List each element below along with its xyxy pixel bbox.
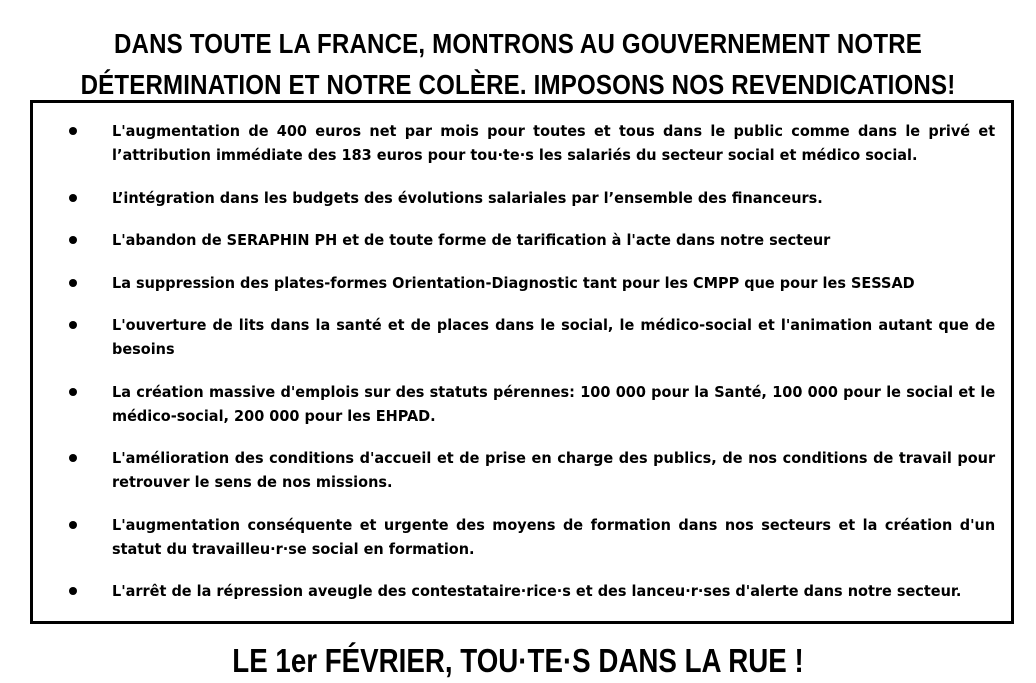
headline-line-1: DANS TOUTE LA FRANCE, MONTRONS AU GOUVERNEMENT NOTRE	[113, 27, 923, 59]
headline-line-2: DÉTERMINATION ET NOTRE COLÈRE. IMPOSONS NOS REVENDICATIONS!	[80, 68, 956, 100]
bullet-icon	[69, 587, 77, 595]
bullet-icon	[69, 194, 77, 202]
bullet-icon	[69, 454, 77, 462]
bullet-icon	[69, 388, 77, 396]
demand-text: L'abandon de SERAPHIN PH et de toute forme de tarification à l'acte dans notre secteur	[112, 231, 831, 249]
demand-text: L'arrêt de la répression aveugle des contestataire·rice·s et des lanceu·r·ses d'alerte dans notre secteur.	[112, 582, 962, 600]
demand-text: L’intégration dans les budgets des évolutions salariales par l’ensemble des financeurs.	[112, 188, 823, 207]
bullet-icon	[69, 521, 77, 529]
demands-list	[33, 119, 1011, 622]
demand-text: L'augmentation de 400 euros net par mois pour toutes et tous dans le public comme dans le privé et l’attribution immédiate des 183 euros pour tou·te·s les salariés du secteur social et médico social.	[112, 122, 996, 164]
demand-text: La création massive d'emplois sur des statuts pérennes: 100 000 pour la Santé, 100 000 pour le social et le médico-social, 200 000 pour les EHPAD.	[112, 382, 996, 425]
footer-slogan: LE 1er FÉVRIER, TOU·TE·S DANS LA RUE !	[232, 642, 804, 679]
bullet-icon	[69, 279, 77, 287]
demands-box	[30, 100, 1014, 624]
demand-item	[33, 186, 1011, 210]
demand-item	[33, 513, 1011, 561]
demand-text: La suppression des plates-formes Orientation-Diagnostic tant pour les CMPP que pour les SESSAD	[112, 273, 915, 292]
bullet-icon	[69, 236, 77, 244]
demand-item	[33, 579, 1011, 603]
demand-item	[33, 380, 1011, 428]
bullet-icon	[69, 321, 77, 329]
demand-item	[33, 271, 1011, 295]
headline	[73, 23, 964, 105]
demand-item	[33, 119, 1011, 167]
demand-text: L'amélioration des conditions d'accueil et de prise en charge des publics, de nos conditions de travail pour retrouver le sens de nos missions.	[112, 449, 996, 491]
demand-item	[33, 446, 1011, 494]
demand-item	[33, 313, 1011, 361]
demand-text: L'augmentation conséquente et urgente des moyens de formation dans nos secteurs et la création d'un statut du travailleu·r·se social en formation.	[112, 515, 996, 558]
demand-item	[33, 228, 1011, 252]
demand-text: L'ouverture de lits dans la santé et de places dans le social, le médico-social et l'animation autant que de besoins	[112, 316, 996, 358]
bullet-icon	[69, 127, 77, 135]
